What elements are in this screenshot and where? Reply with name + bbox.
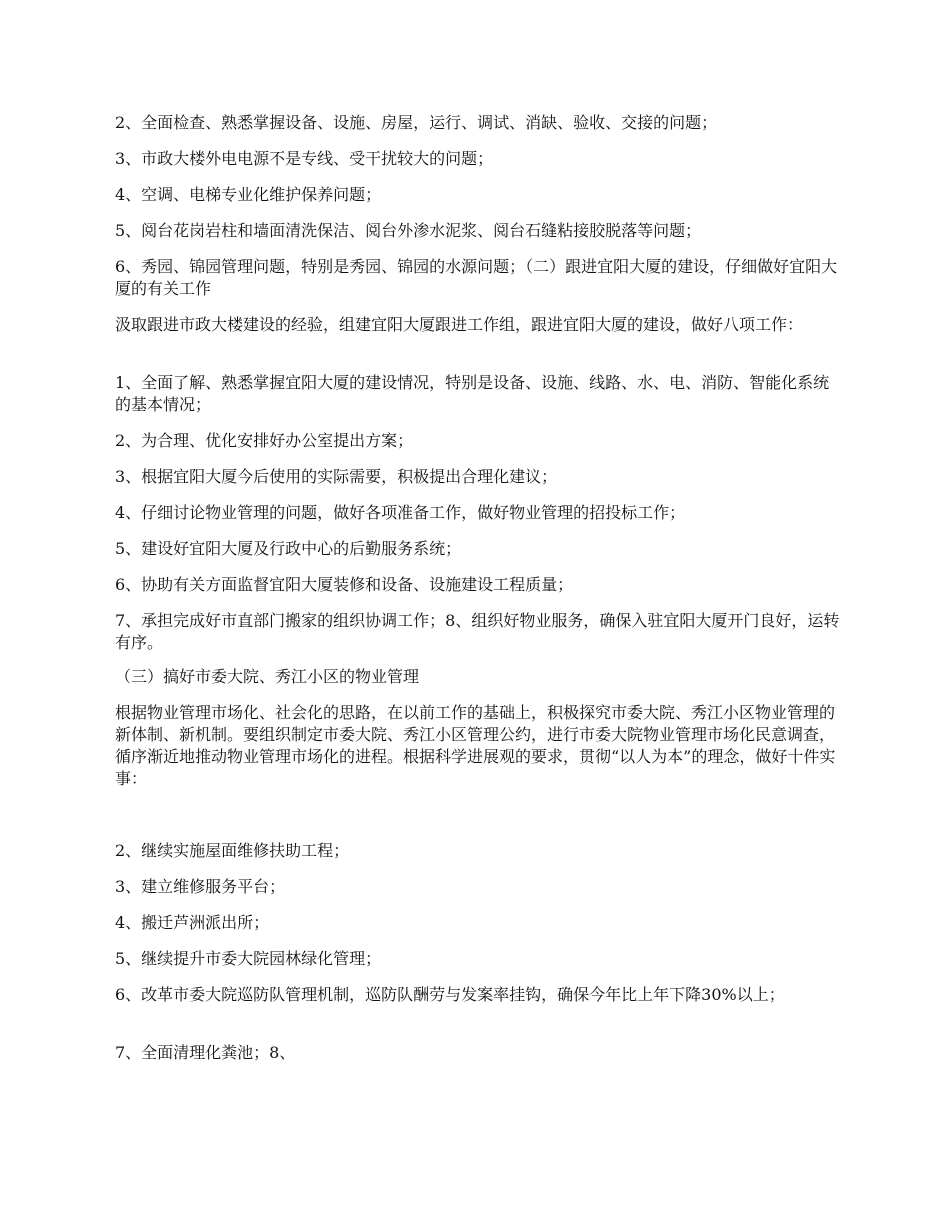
- paragraph: 3、根据宜阳大厦今后使用的实际需要，积极提出合理化建议；: [115, 467, 558, 486]
- section-heading: （三）搞好市委大院、秀江小区的物业管理: [115, 667, 420, 686]
- paragraph: 2、为合理、优化安排好办公室提出方案；: [115, 431, 414, 450]
- paragraph: 6、改革市委大院巡防队管理机制，巡防队酬劳与发案率挂钩，确保今年比上年下降30%以上；: [115, 985, 785, 1004]
- paragraph: 2、全面检查、熟悉掌握设备、设施、房屋，运行、调试、消缺、验收、交接的问题；: [115, 113, 718, 132]
- paragraph: 4、搬迁芦洲派出所；: [115, 913, 270, 932]
- paragraph: 5、阅台花岗岩柱和墙面清洗保洁、阅台外渗水泥浆、阅台石缝粘接胶脱落等问题；: [115, 221, 702, 240]
- paragraph: 1、全面了解、熟悉掌握宜阳大厦的建设情况，特别是设备、设施、线路、水、电、消防、智能化系统的基本情况；: [115, 373, 830, 414]
- paragraph: 根据物业管理市场化、社会化的思路，在以前工作的基础上，积极探究市委大院、秀江小区物业管理的新体制、新机制。要组织制定市委大院、秀江小区管理公约，进行市委大院物业管理市场化民意调查，循序渐近地推动物业管理市场化的进程。根据科学进展观的要求，贯彻“以人为本”的理念，做好十件实事：: [115, 703, 836, 788]
- paragraph: 5、继续提升市委大院园林绿化管理；: [115, 949, 382, 968]
- paragraph: 4、仔细讨论物业管理的问题，做好各项准备工作，做好物业管理的招投标工作；: [115, 503, 686, 522]
- paragraph: 3、建立维修服务平台；: [115, 877, 286, 896]
- paragraph: 6、协助有关方面监督宜阳大厦装修和设备、设施建设工程质量；: [115, 575, 574, 594]
- paragraph: 5、建设好宜阳大厦及行政中心的后勤服务系统；: [115, 539, 462, 558]
- paragraph: 4、空调、电梯专业化维护保养问题；: [115, 185, 382, 204]
- paragraph: 7、全面清理化粪池；8、: [115, 1043, 296, 1062]
- paragraph: 6、秀园、锦园管理问题，特别是秀园、锦园的水源问题；（二）跟进宜阳大厦的建设，仔细做好宜阳大厦的有关工作: [115, 257, 838, 298]
- paragraph: 汲取跟进市政大楼建设的经验，组建宜阳大厦跟进工作组，跟进宜阳大厦的建设，做好八项工作：: [115, 315, 804, 334]
- paragraph: 3、市政大楼外电电源不是专线、受干扰较大的问题；: [115, 149, 494, 168]
- paragraph: 2、继续实施屋面维修扶助工程；: [115, 841, 350, 860]
- paragraph: 7、承担完成好市直部门搬家的组织协调工作；8、组织好物业服务，确保入驻宜阳大厦开门良好，运转有序。: [115, 611, 840, 652]
